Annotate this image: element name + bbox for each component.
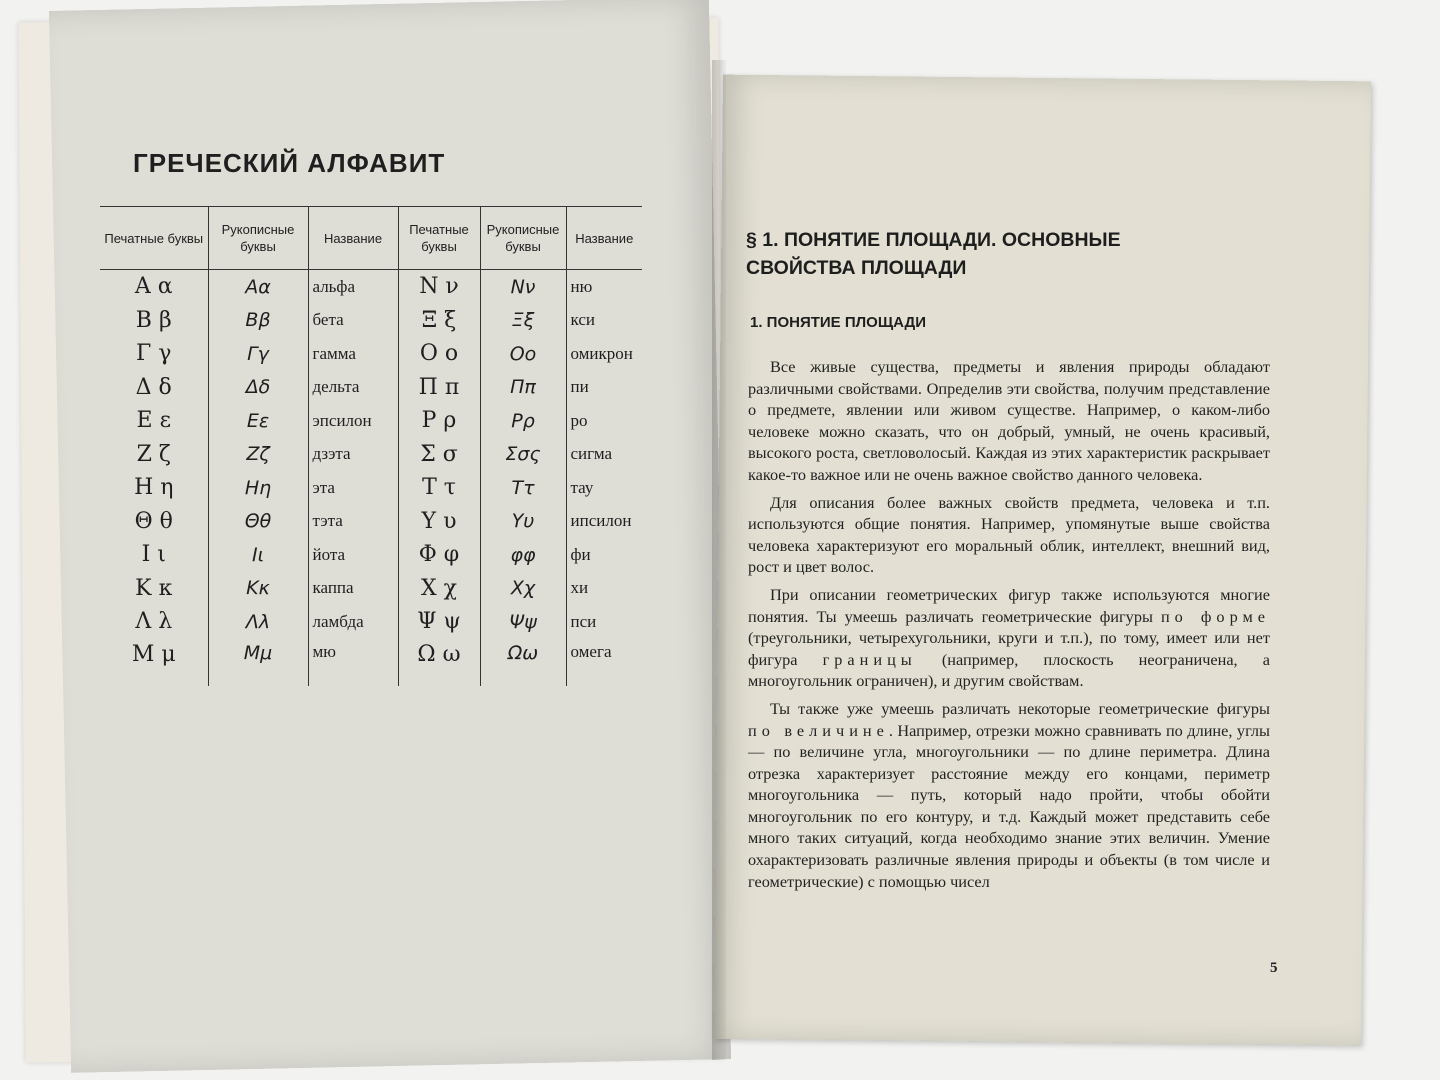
- printed-letter: Π π: [398, 371, 480, 404]
- alphabet-title: ГРЕЧЕСКИЙ АЛФАВИТ: [133, 148, 446, 178]
- paragraph-4: [748, 698, 1270, 892]
- table-row: [100, 504, 642, 537]
- printed-letter: Γ γ: [136, 341, 172, 367]
- handwritten-letter: Ψψ: [480, 605, 566, 638]
- handwritten-letter: Ρρ: [480, 404, 566, 437]
- printed-letter: Μ μ: [131, 642, 176, 668]
- handwritten-letter: Ττ: [480, 471, 566, 504]
- letter-name: ламбда: [308, 605, 398, 638]
- handwritten-letter: Θθ: [208, 504, 308, 537]
- spaced-term-form: по форме: [1160, 606, 1270, 626]
- handwritten-letter: Ηη: [208, 471, 308, 504]
- printed-letter: Ι ι: [141, 542, 166, 568]
- printed-letter: Υ υ: [398, 504, 480, 537]
- book-gutter: [712, 60, 726, 1060]
- letter-name: пи: [566, 371, 642, 404]
- chapter-title-line-1: § 1. ПОНЯТИЕ ПЛОЩАДИ. ОСНОВНЫЕ: [746, 229, 1121, 251]
- paragraph-3-part-b: (треугольники, четырехугольники, круги и т.п.), по тому, имеет или нет фигура: [748, 628, 1270, 669]
- letter-name: бета: [308, 304, 398, 337]
- letter-name: эпсилон: [308, 404, 398, 437]
- printed-letter: Ψ ψ: [398, 605, 480, 638]
- handwritten-letter: Ββ: [208, 304, 308, 337]
- handwritten-letter: Σσς: [480, 437, 566, 470]
- chapter-title-line-2: СВОЙСТВА ПЛОЩАДИ: [746, 257, 967, 279]
- letter-name: мю: [308, 638, 398, 686]
- letter-name: тэта: [308, 504, 398, 537]
- handwritten-letter: Ζζ: [208, 437, 308, 470]
- letter-name: хи: [566, 571, 642, 604]
- page-number: 5: [1270, 960, 1278, 976]
- printed-letter: Ω ω: [398, 638, 480, 686]
- handwritten-letter: Αα: [208, 270, 308, 304]
- printed-letter: Δ δ: [135, 374, 172, 400]
- printed-letter: Χ χ: [398, 571, 480, 604]
- table-row: [100, 371, 642, 404]
- handwritten-letter: Λλ: [208, 605, 308, 638]
- table-row: [100, 270, 642, 304]
- handwritten-letter: Νν: [480, 270, 566, 304]
- letter-name: пси: [566, 605, 642, 638]
- printed-letter: Β β: [135, 307, 172, 333]
- paragraph-4-part-b: . Например, отрезки можно сравнивать по длине, углы — по величине угла, многоугольники — по длине периметра. Длина отрезка характеризует расстояние между его концами, периметр многоугольника — путь, который надо пройти, чтобы обойти многоугольник по его контуру, и т.д. Каждый может представить себе много таких ситуаций, когда необходимо знание этих величин. Умение охарактеризовать различные явления природы и объекты (в том числе и геометрические) с помощью чисел: [748, 720, 1270, 891]
- body-text: [748, 356, 1270, 898]
- handwritten-letter: Δδ: [208, 371, 308, 404]
- handwritten-letter: Υυ: [480, 504, 566, 537]
- printed-letter: Η η: [134, 475, 174, 501]
- handwritten-letter: Γγ: [208, 337, 308, 370]
- printed-letter: Α α: [134, 274, 173, 300]
- letter-name: сигма: [566, 437, 642, 470]
- greek-alphabet-table: [100, 206, 642, 686]
- paragraph-1: Все живые существа, предметы и явления природы обладают различными свойствами. Определив эти свойства, получим представление о предмете, явлении или живом существе. Например, о каком-либо человеке можно сказать, что он добрый, умный, не очень красивый, высокого роста, светловолосый. Каждая из этих характеристик раскрывает какое-то важное или не очень важное свойство данного человека.: [748, 357, 1270, 484]
- section-title: 1. ПОНЯТИЕ ПЛОЩАДИ: [750, 314, 926, 331]
- handwritten-letter: Χχ: [480, 571, 566, 604]
- printed-letter: Φ φ: [398, 538, 480, 571]
- handwritten-letter: Εε: [208, 404, 308, 437]
- letter-name: дельта: [308, 371, 398, 404]
- printed-letter: Ρ ρ: [398, 404, 480, 437]
- letter-name: омикрон: [566, 337, 642, 370]
- spaced-term-boundary: границы: [822, 649, 917, 669]
- table-row: [100, 605, 642, 638]
- handwritten-letter: Ωω: [480, 638, 566, 686]
- printed-letter: Ξ ξ: [398, 304, 480, 337]
- header-handwritten-letters-2: Рукописные буквы: [480, 207, 566, 270]
- letter-name: ню: [566, 270, 642, 304]
- letter-name: омега: [566, 638, 642, 686]
- letter-name: фи: [566, 538, 642, 571]
- table-row: [100, 404, 642, 437]
- printed-letter: Ο ο: [398, 337, 480, 370]
- handwritten-letter: Ξξ: [480, 304, 566, 337]
- paragraph-4-part-a: Ты также уже умеешь различать некоторые геометрические фигуры: [770, 698, 1270, 718]
- header-printed-letters-2: Печатные буквы: [398, 207, 480, 270]
- letter-name: альфа: [308, 270, 398, 304]
- handwritten-letter: Κκ: [208, 571, 308, 604]
- letter-name: дзэта: [308, 437, 398, 470]
- header-handwritten-letters: Рукописные буквы: [208, 207, 308, 270]
- letter-name: эта: [308, 471, 398, 504]
- chapter-title: [746, 226, 1186, 282]
- table-row: [100, 638, 642, 686]
- header-name-2: Название: [566, 207, 642, 270]
- printed-letter: Ν ν: [398, 270, 480, 304]
- paragraph-3: [748, 584, 1270, 692]
- paragraph-3-part-a: При описании геометрических фигур также используются многие понятия. Ты умеешь различать геометрические фигуры: [748, 584, 1270, 626]
- printed-letter: Θ θ: [134, 508, 173, 534]
- table-header-row: [100, 207, 642, 270]
- printed-letter: Λ λ: [135, 609, 173, 635]
- printed-letter: Τ τ: [398, 471, 480, 504]
- letter-name: тау: [566, 471, 642, 504]
- paragraph-3-part-c: (например, плоскость неограничена, а многоугольник ограничен), и другим свойствам.: [748, 649, 1270, 691]
- printed-letter: Ζ ζ: [136, 441, 171, 467]
- header-name: Название: [308, 207, 398, 270]
- spaced-term-size: по величине: [748, 720, 889, 740]
- letter-name: ро: [566, 404, 642, 437]
- letter-name: йота: [308, 538, 398, 571]
- printed-letter: Κ κ: [135, 575, 173, 601]
- table-row: [100, 304, 642, 337]
- handwritten-letter: Ιι: [208, 538, 308, 571]
- handwritten-letter: Οο: [480, 337, 566, 370]
- handwritten-letter: φφ: [480, 538, 566, 571]
- header-printed-letters: Печатные буквы: [100, 207, 208, 270]
- letter-name: ипсилон: [566, 504, 642, 537]
- table-row: [100, 337, 642, 370]
- printed-letter: Σ σ: [398, 437, 480, 470]
- printed-letter: Ε ε: [136, 408, 171, 434]
- letter-name: кси: [566, 304, 642, 337]
- table-row: [100, 571, 642, 604]
- paragraph-2: Для описания более важных свойств предмета, человека и т.п. используются общие понятия. Например, упомянутые выше свойства человека характеризуют его моральный облик, интеллект, внешний вид, рост и цвет волос.: [748, 492, 1270, 577]
- handwritten-letter: Μμ: [208, 638, 308, 686]
- table-row: [100, 437, 642, 470]
- letter-name: гамма: [308, 337, 398, 370]
- handwritten-letter: Ππ: [480, 371, 566, 404]
- letter-name: каппа: [308, 571, 398, 604]
- table-row: [100, 471, 642, 504]
- table-row: [100, 538, 642, 571]
